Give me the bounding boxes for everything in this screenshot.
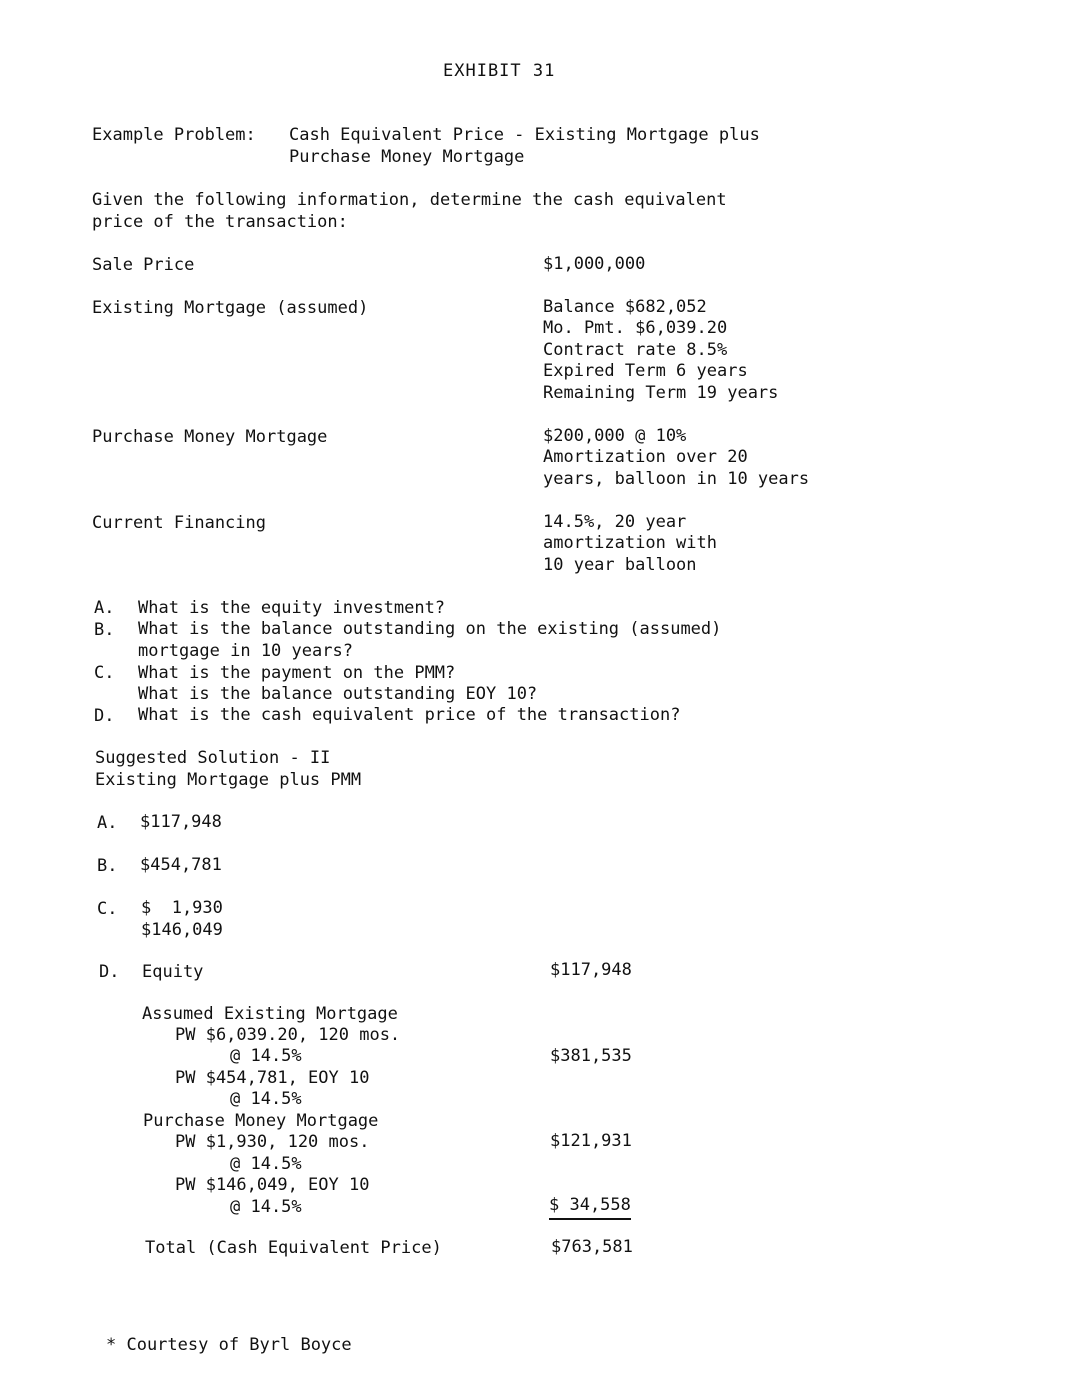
total-value: $763,581	[551, 1237, 633, 1257]
answer-c-line-1: $ 1,930	[141, 898, 223, 918]
question-b-letter: B.	[94, 620, 115, 640]
intro-line2: price of the transaction:	[92, 212, 348, 232]
pw-pmm-payment-line-2: @ 14.5%	[230, 1154, 302, 1174]
question-c-text-1: What is the payment on the PMM?	[138, 663, 456, 683]
question-a-letter: A.	[94, 598, 115, 618]
pw-pmm-balloon-line-1: PW $146,049, EOY 10	[175, 1175, 370, 1195]
pmm-label: Purchase Money Mortgage	[92, 427, 328, 447]
current-financing-line-3: 10 year balloon	[543, 555, 697, 575]
question-a-text: What is the equity investment?	[138, 598, 446, 618]
pmm-line-1: $200,000 @ 10%	[543, 426, 687, 446]
answer-b-letter: B.	[97, 856, 118, 876]
pw-payment-line-2: @ 14.5%	[230, 1046, 302, 1066]
answer-c-letter: C.	[97, 899, 118, 919]
answer-b-value: $454,781	[140, 855, 222, 875]
answer-c-line-2: $146,049	[141, 920, 223, 940]
pmm-line-2: Amortization over 20	[543, 447, 748, 467]
pw-balance-line-2: @ 14.5%	[230, 1089, 302, 1109]
assumed-mortgage-label: Assumed Existing Mortgage	[142, 1004, 398, 1024]
pw-payment-value: $381,535	[550, 1046, 632, 1066]
current-financing-line-2: amortization with	[543, 533, 717, 553]
question-d-text: What is the cash equivalent price of the transaction?	[138, 705, 681, 725]
problem-label: Example Problem:	[92, 125, 256, 145]
question-d-letter: D.	[94, 706, 115, 726]
existing-mortgage-label: Existing Mortgage (assumed)	[92, 298, 369, 318]
question-c-text-2: What is the balance outstanding EOY 10?	[138, 684, 538, 704]
pw-balance-line-1: PW $454,781, EOY 10	[175, 1068, 370, 1088]
total-label: Total (Cash Equivalent Price)	[145, 1238, 442, 1258]
sale-price-label: Sale Price	[92, 255, 195, 275]
question-c-letter: C.	[94, 663, 115, 683]
question-b-text-1: What is the balance outstanding on the existing (assumed)	[138, 619, 722, 639]
solution-heading-2: Existing Mortgage plus PMM	[95, 770, 362, 790]
answer-d-letter: D.	[99, 962, 120, 982]
existing-mortgage-payment: Mo. Pmt. $6,039.20	[543, 318, 728, 338]
intro-line1: Given the following information, determine the cash equivalent	[92, 190, 727, 210]
solution-heading-1: Suggested Solution - II	[95, 748, 331, 768]
exhibit-title: EXHIBIT 31	[443, 61, 556, 81]
footnote: * Courtesy of Byrl Boyce	[106, 1335, 352, 1355]
current-financing-label: Current Financing	[92, 513, 266, 533]
existing-mortgage-rate: Contract rate 8.5%	[543, 340, 728, 360]
pmm-line-3: years, balloon in 10 years	[543, 469, 810, 489]
pw-pmm-payment-value: $121,931	[550, 1131, 632, 1151]
pmm-solution-label: Purchase Money Mortgage	[143, 1111, 379, 1131]
pw-payment-line-1: PW $6,039.20, 120 mos.	[175, 1025, 401, 1045]
pw-pmm-payment-line-1: PW $1,930, 120 mos.	[175, 1132, 370, 1152]
answer-a-value: $117,948	[140, 812, 222, 832]
equity-value: $117,948	[550, 960, 632, 980]
current-financing-line-1: 14.5%, 20 year	[543, 512, 687, 532]
equity-label: Equity	[142, 962, 204, 982]
answer-a-letter: A.	[97, 813, 118, 833]
existing-mortgage-expired-term: Expired Term 6 years	[543, 361, 748, 381]
question-b-text-2: mortgage in 10 years?	[138, 641, 353, 661]
existing-mortgage-remaining-term: Remaining Term 19 years	[543, 383, 779, 403]
existing-mortgage-balance: Balance $682,052	[543, 297, 707, 317]
pw-pmm-balloon-value: $ 34,558	[549, 1195, 631, 1220]
problem-title-line2: Purchase Money Mortgage	[289, 147, 525, 167]
problem-title-line1: Cash Equivalent Price - Existing Mortgage plus	[289, 125, 760, 145]
pw-pmm-balloon-line-2: @ 14.5%	[230, 1197, 302, 1217]
sale-price-value: $1,000,000	[543, 254, 646, 274]
